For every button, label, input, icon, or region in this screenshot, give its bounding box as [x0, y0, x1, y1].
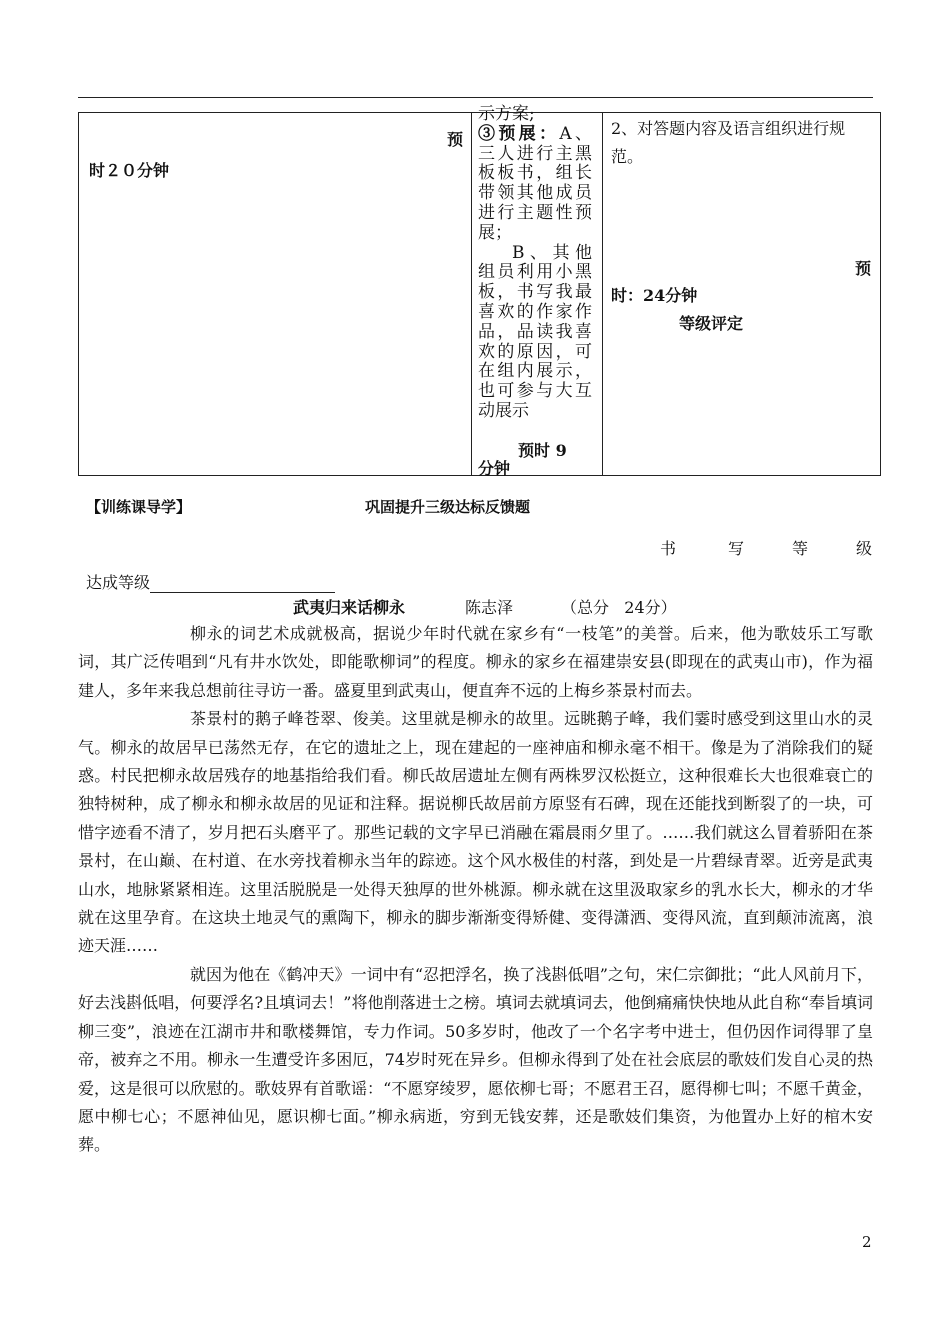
activity-part-b: B、其他组员利用小黑板，书写我最喜欢的作家作品，品读我喜欢的原因，可在组内展示，也可参与大互动展示 — [478, 242, 592, 421]
achieve-grade-row — [86, 570, 335, 593]
section-label: 【训练课导学】 — [86, 498, 192, 516]
table-cell-left — [79, 113, 472, 476]
writing-grade-char: 写 — [728, 539, 745, 558]
preview-label: 预 — [447, 130, 464, 149]
article-author: 陈志泽 — [465, 598, 514, 617]
activity-text — [478, 104, 592, 422]
achieve-grade-blank — [150, 576, 335, 593]
right-preview-label: 预 — [855, 259, 872, 278]
article-paragraph: 茶景村的鹅子峰苍翠、俊美。这里就是柳永的故里。远眺鹅子峰，我们霎时感受到这里山水的灵气。柳永的故居早已荡然无存，在它的遗址之上，现在建起的一座神庙和柳永毫不相干。像是为了消除我们的疑惑。村民把柳永故居残存的地基指给我们看。柳氏故居遗址左侧有两株罗汉松挺立，这种很难长大也很难衰亡的独特树种，成了柳永和柳永故居的见证和注释。据说柳氏故居前方原竖有石碑，现在还能找到断裂了的一块，可惜字迹看不清了，岁月把石头磨平了。那些记载的文字早已消融在霜晨雨夕里了。……我们就这么冒着骄阳在茶景村，在山巅、在村道、在水旁找着柳永当年的踪迹。这个风水极佳的村落，到处是一片碧绿青翠。近旁是武夷山水，地脉紧紧相连。这里活脱脱是一处得天独厚的世外桃源。柳永就在这里汲取家乡的乳水长大，柳永的才华就在这里孕育。在这块土地灵气的熏陶下，柳永的脚步渐渐变得矫健、变得潇洒、变得风流，直到颠沛流离，浪迹天涯…… — [78, 709, 873, 956]
table-cell-right — [603, 113, 881, 476]
circle-three-marker: ③ — [478, 123, 499, 144]
lesson-table — [78, 104, 881, 478]
activity-line-top: 示方案; — [478, 104, 535, 124]
writing-grade-char: 级 — [856, 539, 873, 558]
section-title: 巩固提升三级达标反馈题 — [365, 498, 531, 516]
article-body — [78, 620, 873, 1160]
activity-time-a: 预时 9 — [518, 441, 567, 460]
writing-grade-char: 书 — [660, 539, 677, 558]
right-preview-time: 时：24分钟 — [611, 286, 698, 305]
activity-part-a: A、三人进行主黑板板书，组长带领其他成员进行主题性预展； — [478, 123, 592, 243]
article-paragraph: 就因为他在《鹤冲天》一词中有“忍把浮名，换了浅斟低唱”之句，宋仁宗御批；“此人风前月下，好去浅斟低唱，何要浮名?且填词去！”将他削落进士之榜。填词去就填词去，他倒痛痛快快地从此自称“奉旨填词柳三变”，浪迹在江湖市井和歌楼舞馆，专力作词。50多岁时，他改了一个名字考中进士，但仍因作词得罪了皇帝，被弃之不用。柳永一生遭受许多困厄，74岁时死在异乡。但柳永得到了处在社会底层的歌妓们发自心灵的热爱，这是很可以欣慰的。歌妓界有首歌谣：“不愿穿绫罗，愿依柳七哥；不愿君王召，愿得柳七叫；不愿千黄金，愿中柳七心；不愿神仙见，愿识柳七面。”柳永病逝，穷到无钱安葬，还是歌妓们集资，为他置办上好的棺木安葬。 — [78, 964, 873, 1155]
table-cell-middle — [472, 104, 603, 478]
writing-grade-char: 等 — [792, 539, 809, 558]
activity-time-b: 分钟 — [478, 459, 511, 478]
achieve-grade-label: 达成等级 — [86, 573, 151, 592]
norm-text: 2、对答题内容及语言组织进行规范。 — [611, 119, 846, 166]
header-rule — [78, 97, 873, 98]
rating-label: 等级评定 — [679, 314, 744, 333]
page-number: 2 — [862, 1233, 872, 1251]
preview-time: 时２０分钟 — [89, 161, 170, 180]
article-score: （总分 24分） — [561, 598, 677, 617]
preview-heading: 预展： — [498, 123, 560, 144]
article-paragraph: 柳永的词艺术成就极高，据说少年时代就在家乡有“一枝笔”的美誉。后来，他为歌妓乐工写歌词，其广泛传唱到“凡有井水饮处，即能歌柳词”的程度。柳永的家乡在福建崇安县(即现在的武夷山市)，作为福建人，多年来我总想前往寻访一番。盛夏里到武夷山，便直奔不远的上梅乡茶景村而去。 — [78, 624, 873, 700]
article-title: 武夷归来话柳永 — [293, 598, 406, 617]
